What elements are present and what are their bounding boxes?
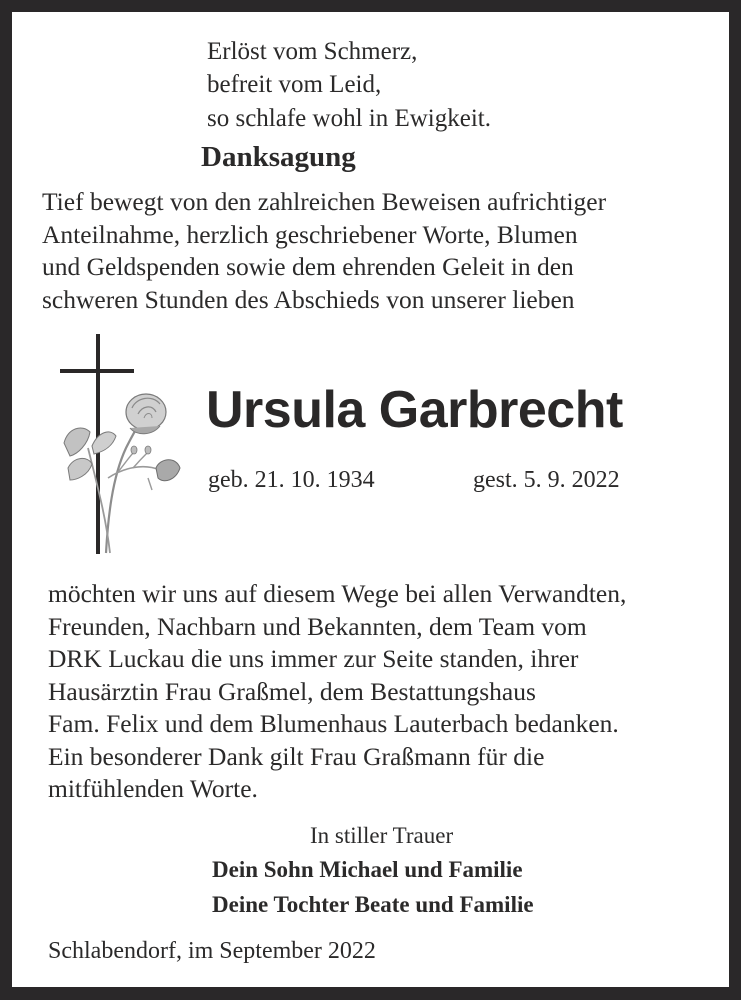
heading-danksagung: Danksagung bbox=[201, 141, 356, 173]
birth-date: geb. 21. 10. 1934 bbox=[208, 467, 375, 493]
verse-line-1: Erlöst vom Schmerz, bbox=[207, 38, 418, 65]
obituary-notice bbox=[12, 12, 729, 987]
cross-with-rose-icon bbox=[48, 328, 198, 568]
thanks-line-5: Fam. Felix und dem Blumenhaus Lauterbach bedanken. bbox=[48, 709, 619, 738]
mourner-line-1: Dein Sohn Michael und Familie bbox=[212, 857, 523, 882]
intro-line-3: und Geldspenden sowie dem ehrenden Geleit in den bbox=[42, 252, 574, 281]
place-date: Schlabendorf, im September 2022 bbox=[48, 938, 376, 964]
intro-line-2: Anteilnahme, herzlich geschriebener Worte, Blumen bbox=[42, 220, 578, 249]
verse-line-2: befreit vom Leid, bbox=[207, 71, 382, 98]
verse-line-3: so schlafe wohl in Ewigkeit. bbox=[207, 105, 491, 132]
death-date: gest. 5. 9. 2022 bbox=[473, 467, 620, 493]
mourner-line-2: Deine Tochter Beate und Familie bbox=[212, 892, 534, 917]
intro-line-4: schweren Stunden des Abschieds von unserer lieben bbox=[42, 285, 575, 314]
thanks-line-6: Ein besonderer Dank gilt Frau Graßmann für die bbox=[48, 742, 545, 771]
thanks-line-2: Freunden, Nachbarn und Bekannten, dem Team vom bbox=[48, 612, 587, 641]
thanks-line-4: Hausärztin Frau Graßmel, dem Bestattungshaus bbox=[48, 677, 536, 706]
intro-line-1: Tief bewegt von den zahlreichen Beweisen aufrichtiger bbox=[42, 187, 607, 216]
thanks-line-3: DRK Luckau die uns immer zur Seite standen, ihrer bbox=[48, 644, 579, 673]
thanks-line-1: möchten wir uns auf diesem Wege bei allen Verwandten, bbox=[48, 579, 627, 608]
signature-intro: In stiller Trauer bbox=[310, 823, 454, 848]
thanks-line-7: mitfühlenden Worte. bbox=[48, 774, 258, 803]
deceased-name: Ursula Garbrecht bbox=[206, 381, 623, 439]
